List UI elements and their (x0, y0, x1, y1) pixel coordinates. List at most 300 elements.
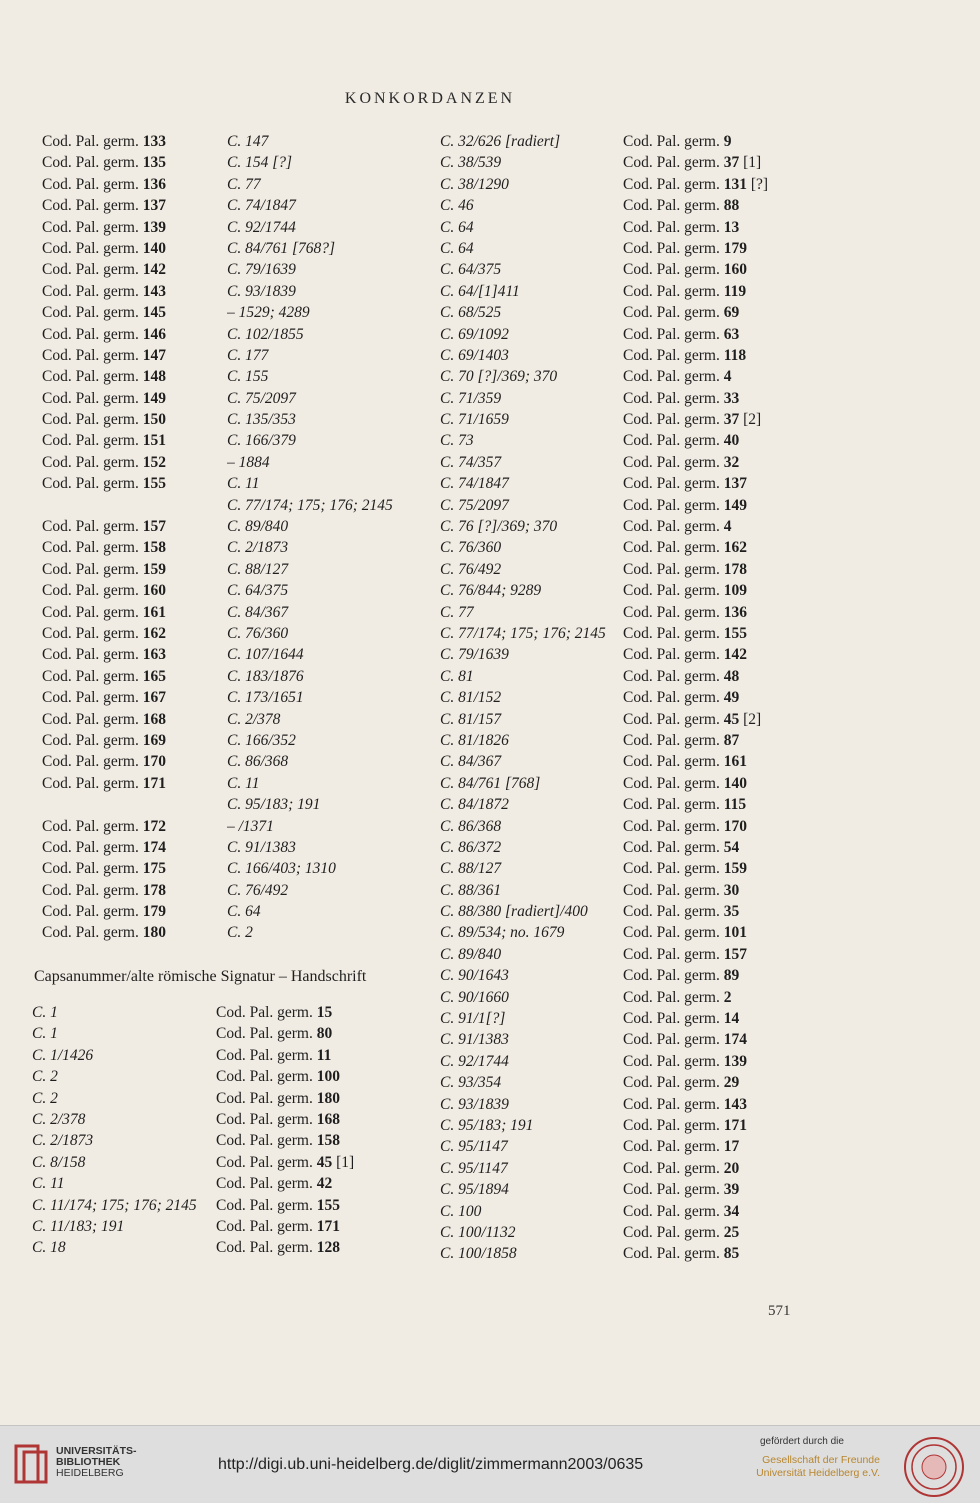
viewer-footer (0, 1425, 980, 1503)
right-cell-a: C. 76 [?]/369; 370 (440, 518, 558, 536)
right-cell-a: C. 95/1147 (440, 1159, 508, 1177)
right-cell-a: C. 69/1403 (440, 346, 509, 364)
left-top-row (42, 366, 427, 387)
right-cell-b: Cod. Pal. germ. 118 (623, 346, 747, 364)
right-row (440, 965, 793, 986)
left-top-row (42, 174, 427, 195)
left-bottom-cell-b: Cod. Pal. germ. 171 (216, 1217, 340, 1235)
right-cell-a: C. 46 (440, 197, 474, 215)
right-cell-a: C. 81/157 (440, 710, 502, 728)
right-cell-a: C. 84/1872 (440, 796, 509, 814)
left-top-row (42, 452, 427, 473)
right-cell-b: Cod. Pal. germ. 143 (623, 1095, 747, 1113)
left-top-cell-a: Cod. Pal. germ. 149 (42, 389, 166, 407)
left-top-cell-b: – 1884 (227, 453, 270, 471)
left-bottom-cell-a: C. 2/1873 (32, 1132, 94, 1150)
left-bottom-cell-a: C. 1 (32, 1004, 58, 1021)
left-top-cell-b: C. 155 (227, 368, 269, 386)
right-row (440, 858, 793, 879)
left-bottom-row (32, 1173, 416, 1194)
left-bottom-row (32, 1216, 416, 1237)
left-top-row (42, 602, 427, 623)
concordance-left-top (42, 131, 427, 944)
left-top-cell-a: Cod. Pal. germ. 146 (42, 325, 166, 343)
left-top-cell-a: Cod. Pal. germ. 143 (42, 282, 166, 300)
right-cell-a: C. 84/761 [768] (440, 774, 541, 792)
left-bottom-cell-b: Cod. Pal. germ. 80 (216, 1025, 333, 1043)
right-cell-b: Cod. Pal. germ. 139 (623, 1052, 747, 1070)
right-cell-b: Cod. Pal. germ. 137 (623, 475, 747, 493)
right-row (440, 751, 793, 772)
left-top-row (42, 537, 427, 558)
right-cell-a: C. 70 [?]/369; 370 (440, 368, 558, 386)
right-cell-b: Cod. Pal. germ. 14 (623, 1010, 740, 1028)
left-bottom-cell-b: Cod. Pal. germ. 100 (216, 1068, 340, 1086)
left-top-row (42, 324, 427, 345)
right-cell-a: C. 69/1092 (440, 325, 509, 343)
left-top-cell-a: Cod. Pal. germ. 165 (42, 667, 166, 685)
right-cell-a: C. 86/372 (440, 838, 502, 856)
left-top-cell-b: C. 88/127 (227, 560, 289, 578)
left-top-cell-a: Cod. Pal. germ. 174 (42, 838, 166, 856)
right-row (440, 944, 793, 965)
left-bottom-cell-a: C. 1 (32, 1025, 58, 1043)
left-top-cell-a: Cod. Pal. germ. 162 (42, 624, 166, 642)
left-top-row (42, 217, 427, 238)
right-row (440, 623, 793, 644)
right-cell-b: Cod. Pal. germ. 35 (623, 903, 740, 921)
right-row (440, 644, 793, 665)
right-row (440, 430, 793, 451)
right-row (440, 174, 793, 195)
right-cell-b: Cod. Pal. germ. 119 (623, 282, 747, 300)
left-top-row (42, 623, 427, 644)
library-name (56, 1446, 137, 1479)
right-cell-b: Cod. Pal. germ. 40 (623, 432, 740, 450)
right-cell-a: C. 88/380 [radiert]/400 (440, 903, 588, 921)
left-top-row (42, 473, 427, 494)
right-cell-b: Cod. Pal. germ. 17 (623, 1138, 740, 1156)
left-bottom-cell-b: Cod. Pal. germ. 155 (216, 1196, 340, 1214)
right-cell-a: C. 84/367 (440, 753, 502, 771)
left-top-cell-b: C. 86/368 (227, 753, 289, 771)
right-cell-b: Cod. Pal. germ. 149 (623, 496, 747, 514)
left-top-cell-a: Cod. Pal. germ. 160 (42, 582, 166, 600)
right-cell-a: C. 91/1[?] (440, 1010, 506, 1028)
left-top-cell-a: Cod. Pal. germ. 148 (42, 368, 166, 386)
right-row (440, 794, 793, 815)
left-top-cell-a: Cod. Pal. germ. 159 (42, 560, 166, 578)
left-top-cell-a: Cod. Pal. germ. 157 (42, 518, 166, 536)
right-row (440, 281, 793, 302)
left-top-cell-b: C. 166/403; 1310 (227, 860, 336, 878)
right-row (440, 473, 793, 494)
university-library-logo-icon (14, 1442, 48, 1486)
left-bottom-row (32, 1045, 416, 1066)
right-cell-b: Cod. Pal. germ. 88 (623, 197, 740, 215)
right-cell-b: Cod. Pal. germ. 33 (623, 389, 740, 407)
right-cell-a: C. 71/1659 (440, 411, 509, 429)
left-bottom-cell-b: Cod. Pal. germ. 45 [1] (216, 1153, 355, 1171)
right-cell-b: Cod. Pal. germ. 9 (623, 133, 732, 150)
right-cell-b: Cod. Pal. germ. 159 (623, 860, 747, 878)
right-cell-a: C. 64/[1]411 (440, 282, 520, 300)
library-name-line1: UNIVERSITÄTS- (56, 1445, 137, 1457)
left-top-cell-b: C. 183/1876 (227, 667, 304, 685)
right-cell-b: Cod. Pal. germ. 142 (623, 646, 747, 664)
right-cell-a: C. 92/1744 (440, 1052, 509, 1070)
right-row (440, 1115, 793, 1136)
right-cell-b: Cod. Pal. germ. 37 [1] (623, 154, 762, 172)
right-cell-a: C. 68/525 (440, 304, 502, 322)
section-title: Capsanummer/alte römische Signatur – Handschrift (34, 968, 367, 985)
right-row (440, 580, 793, 601)
left-top-cell-b: – 1529; 4289 (227, 304, 310, 322)
concordance-right (440, 131, 793, 1265)
right-row (440, 1222, 793, 1243)
right-row (440, 452, 793, 473)
left-top-cell-b: C. 166/352 (227, 731, 296, 749)
left-top-row (42, 302, 427, 323)
left-top-cell-b: C. 89/840 (227, 518, 289, 536)
right-cell-b: Cod. Pal. germ. 170 (623, 817, 747, 835)
left-top-row (42, 388, 427, 409)
right-row (440, 495, 793, 516)
right-cell-b: Cod. Pal. germ. 34 (623, 1202, 740, 1220)
right-cell-b: Cod. Pal. germ. 87 (623, 731, 740, 749)
left-bottom-cell-b: Cod. Pal. germ. 168 (216, 1110, 340, 1128)
library-name-line2: BIBLIOTHEK (56, 1456, 121, 1468)
right-row (440, 816, 793, 837)
right-row (440, 1051, 793, 1072)
right-cell-b: Cod. Pal. germ. 162 (623, 539, 747, 557)
right-cell-a: C. 79/1639 (440, 646, 509, 664)
right-row (440, 773, 793, 794)
right-cell-a: C. 100/1858 (440, 1245, 517, 1263)
left-top-row (42, 709, 427, 730)
left-bottom-row (32, 1195, 416, 1216)
left-top-row (42, 816, 427, 837)
concordance-left-bottom (32, 1002, 416, 1259)
right-cell-a: C. 64 (440, 218, 474, 236)
left-bottom-row (32, 1152, 416, 1173)
right-cell-b: Cod. Pal. germ. 115 (623, 796, 747, 814)
right-cell-b: Cod. Pal. germ. 48 (623, 667, 740, 685)
left-top-cell-b: C. 102/1855 (227, 325, 304, 343)
right-cell-a: C. 73 (440, 432, 474, 450)
right-row (440, 1072, 793, 1093)
left-top-row (42, 559, 427, 580)
right-row (440, 709, 793, 730)
right-cell-a: C. 95/1147 (440, 1138, 508, 1156)
left-top-cell-a: Cod. Pal. germ. 163 (42, 646, 166, 664)
left-top-cell-b: C. 166/379 (227, 432, 296, 450)
right-cell-a: C. 81/1826 (440, 731, 509, 749)
right-row (440, 537, 793, 558)
left-top-cell-a: Cod. Pal. germ. 158 (42, 539, 166, 557)
left-top-cell-a: Cod. Pal. germ. 161 (42, 603, 166, 621)
right-cell-b: Cod. Pal. germ. 136 (623, 603, 747, 621)
right-row (440, 1243, 793, 1264)
right-cell-b: Cod. Pal. germ. 4 (623, 368, 732, 386)
right-cell-a: C. 74/357 (440, 453, 502, 471)
page-header: KONKORDANZEN (344, 90, 516, 107)
right-cell-a: C. 100 (440, 1202, 482, 1220)
left-top-row (42, 687, 427, 708)
right-cell-a: C. 89/840 (440, 945, 502, 963)
right-cell-a: C. 64 (440, 239, 474, 257)
right-row (440, 152, 793, 173)
left-top-cell-b: C. 147 (227, 133, 269, 150)
left-top-cell-a: Cod. Pal. germ. 145 (42, 304, 166, 322)
right-cell-a: C. 95/1894 (440, 1181, 509, 1199)
left-top-cell-a (42, 495, 227, 516)
right-cell-a: C. 100/1132 (440, 1223, 516, 1241)
right-row (440, 602, 793, 623)
left-top-cell-b: C. 84/761 [768?] (227, 239, 336, 257)
left-bottom-row (32, 1088, 416, 1109)
right-cell-b: Cod. Pal. germ. 13 (623, 218, 740, 236)
right-cell-b: Cod. Pal. germ. 29 (623, 1074, 740, 1092)
left-top-row (42, 131, 427, 152)
left-top-row (42, 773, 427, 794)
left-bottom-row (32, 1237, 416, 1258)
right-row (440, 1094, 793, 1115)
right-cell-b: Cod. Pal. germ. 179 (623, 239, 747, 257)
left-bottom-cell-b: Cod. Pal. germ. 158 (216, 1132, 340, 1150)
left-top-cell-a: Cod. Pal. germ. 175 (42, 860, 166, 878)
right-cell-b: Cod. Pal. germ. 49 (623, 689, 740, 707)
left-top-cell-a: Cod. Pal. germ. 169 (42, 731, 166, 749)
right-cell-b: Cod. Pal. germ. 140 (623, 774, 747, 792)
left-top-row (42, 880, 427, 901)
left-top-row (42, 259, 427, 280)
left-top-cell-b: C. 154 [?] (227, 154, 293, 172)
right-row (440, 345, 793, 366)
left-top-row (42, 730, 427, 751)
sponsor-name-line1: Gesellschaft der Freunde (762, 1454, 880, 1466)
right-cell-a: C. 95/183; 191 (440, 1116, 534, 1134)
right-cell-b: Cod. Pal. germ. 25 (623, 1223, 740, 1241)
left-top-cell-a: Cod. Pal. germ. 150 (42, 411, 166, 429)
left-top-cell-b: C. 2 (227, 924, 253, 942)
left-top-cell-b: C. 74/1847 (227, 197, 296, 215)
library-name-line3: HEIDELBERG (56, 1467, 124, 1479)
left-bottom-cell-a: C. 11 (32, 1175, 65, 1193)
left-top-cell-a: Cod. Pal. germ. 136 (42, 175, 166, 193)
right-row (440, 730, 793, 751)
right-cell-a: C. 76/360 (440, 539, 502, 557)
left-top-row (42, 837, 427, 858)
right-cell-a: C. 88/127 (440, 860, 502, 878)
right-cell-b: Cod. Pal. germ. 54 (623, 838, 740, 856)
right-row (440, 901, 793, 922)
right-row (440, 1136, 793, 1157)
right-row (440, 922, 793, 943)
right-row (440, 302, 793, 323)
right-cell-b: Cod. Pal. germ. 109 (623, 582, 747, 600)
left-top-cell-b: – /1371 (227, 817, 274, 835)
left-top-row (42, 345, 427, 366)
left-top-cell-b: C. 11 (227, 475, 260, 493)
left-top-cell-a: Cod. Pal. germ. 180 (42, 924, 166, 942)
right-row (440, 238, 793, 259)
left-top-cell-b: C. 2/378 (227, 710, 281, 728)
right-cell-a: C. 71/359 (440, 389, 502, 407)
left-top-cell-b: C. 64/375 (227, 582, 289, 600)
left-top-cell-b: C. 76/492 (227, 881, 289, 899)
left-bottom-cell-b: Cod. Pal. germ. 180 (216, 1089, 340, 1107)
left-top-cell-a: Cod. Pal. germ. 171 (42, 774, 166, 792)
right-row (440, 217, 793, 238)
left-top-cell-a: Cod. Pal. germ. 167 (42, 689, 166, 707)
right-cell-a: C. 89/534; no. 1679 (440, 924, 565, 942)
left-top-cell-b: C. 75/2097 (227, 389, 296, 407)
right-cell-b: Cod. Pal. germ. 32 (623, 453, 740, 471)
right-cell-a: C. 76/844; 9289 (440, 582, 542, 600)
right-cell-a: C. 77/174; 175; 176; 2145 (440, 624, 606, 642)
right-cell-a: C. 91/1383 (440, 1031, 509, 1049)
university-seal-icon (903, 1436, 965, 1498)
sponsor-name (756, 1454, 880, 1480)
left-top-cell-b: C. 173/1651 (227, 689, 304, 707)
permalink-url[interactable]: http://digi.ub.uni-heidelberg.de/diglit/zimmermann2003/0635 (218, 1456, 644, 1473)
right-row (440, 687, 793, 708)
right-cell-b: Cod. Pal. germ. 174 (623, 1031, 747, 1049)
left-top-row (42, 430, 427, 451)
right-cell-b: Cod. Pal. germ. 30 (623, 881, 740, 899)
left-top-row (42, 794, 427, 815)
right-cell-b: Cod. Pal. germ. 85 (623, 1245, 740, 1263)
right-row (440, 388, 793, 409)
right-cell-a: C. 32/626 [radiert] (440, 133, 561, 150)
right-cell-a: C. 76/492 (440, 560, 502, 578)
right-cell-a: C. 90/1643 (440, 967, 509, 985)
right-cell-b: Cod. Pal. germ. 45 [2] (623, 710, 762, 728)
left-top-row (42, 580, 427, 601)
right-cell-b: Cod. Pal. germ. 131 [?] (623, 175, 769, 193)
left-top-cell-a: Cod. Pal. germ. 152 (42, 453, 166, 471)
right-cell-b: Cod. Pal. germ. 39 (623, 1181, 740, 1199)
right-row (440, 195, 793, 216)
right-cell-b: Cod. Pal. germ. 160 (623, 261, 747, 279)
left-top-cell-a: Cod. Pal. germ. 135 (42, 154, 166, 172)
left-top-cell-a: Cod. Pal. germ. 142 (42, 261, 166, 279)
right-cell-b: Cod. Pal. germ. 161 (623, 753, 747, 771)
left-bottom-cell-b: Cod. Pal. germ. 11 (216, 1046, 332, 1064)
left-top-row (42, 238, 427, 259)
left-bottom-cell-b: Cod. Pal. germ. 15 (216, 1004, 333, 1021)
left-top-cell-a: Cod. Pal. germ. 172 (42, 817, 166, 835)
left-top-row (42, 901, 427, 922)
right-row (440, 987, 793, 1008)
left-top-cell-a: Cod. Pal. germ. 151 (42, 432, 166, 450)
left-top-cell-a: Cod. Pal. germ. 168 (42, 710, 166, 728)
left-top-cell-b: C. 91/1383 (227, 838, 296, 856)
right-cell-a: C. 93/1839 (440, 1095, 509, 1113)
left-top-cell-a: Cod. Pal. germ. 139 (42, 218, 166, 236)
left-top-cell-b: C. 76/360 (227, 624, 289, 642)
left-top-cell-b: C. 95/183; 191 (227, 796, 321, 814)
right-cell-b: Cod. Pal. germ. 89 (623, 967, 740, 985)
right-row (440, 559, 793, 580)
right-row (440, 837, 793, 858)
right-row (440, 259, 793, 280)
left-top-cell-b: C. 64 (227, 903, 261, 921)
left-top-row (42, 516, 427, 537)
left-bottom-cell-a: C. 2/378 (32, 1110, 86, 1128)
right-cell-a: C. 81/152 (440, 689, 502, 707)
left-top-cell-a: Cod. Pal. germ. 170 (42, 753, 166, 771)
right-cell-a: C. 77 (440, 603, 474, 621)
left-bottom-cell-a: C. 1/1426 (32, 1046, 94, 1064)
left-bottom-cell-a: C. 11/174; 175; 176; 2145 (32, 1196, 197, 1214)
right-cell-a: C. 86/368 (440, 817, 502, 835)
page-number: 571 (768, 1303, 791, 1319)
left-top-cell-b: C. 84/367 (227, 603, 289, 621)
left-top-cell-a: Cod. Pal. germ. 140 (42, 239, 166, 257)
right-cell-a: C. 81 (440, 667, 474, 685)
left-bottom-cell-a: C. 2 (32, 1089, 58, 1107)
right-cell-a: C. 93/354 (440, 1074, 502, 1092)
left-top-row (42, 858, 427, 879)
left-top-row (42, 152, 427, 173)
right-cell-b: Cod. Pal. germ. 2 (623, 988, 732, 1006)
right-row (440, 880, 793, 901)
right-row (440, 516, 793, 537)
right-cell-a: C. 38/1290 (440, 175, 509, 193)
right-row (440, 131, 793, 152)
left-bottom-row (32, 1023, 416, 1044)
right-cell-a: C. 88/361 (440, 881, 502, 899)
sponsor-note: gefördert durch die (760, 1436, 844, 1447)
left-top-cell-b: C. 2/1873 (227, 539, 289, 557)
left-top-row (42, 922, 427, 943)
right-row (440, 1201, 793, 1222)
left-top-cell-b: C. 77/174; 175; 176; 2145 (227, 496, 393, 514)
left-top-cell-a: Cod. Pal. germ. 147 (42, 346, 166, 364)
right-cell-b: Cod. Pal. germ. 63 (623, 325, 740, 343)
right-cell-a: C. 38/539 (440, 154, 502, 172)
right-cell-b: Cod. Pal. germ. 178 (623, 560, 747, 578)
left-top-cell-a: Cod. Pal. germ. 155 (42, 475, 166, 493)
right-row (440, 1029, 793, 1050)
right-cell-a: C. 74/1847 (440, 475, 509, 493)
sponsor-name-line2: Universität Heidelberg e.V. (756, 1467, 880, 1479)
left-top-row (42, 409, 427, 430)
right-cell-b: Cod. Pal. germ. 69 (623, 304, 740, 322)
right-cell-a: C. 64/375 (440, 261, 502, 279)
right-cell-a: C. 90/1660 (440, 988, 509, 1006)
left-top-row (42, 666, 427, 687)
left-top-cell-b: C. 79/1639 (227, 261, 296, 279)
left-top-cell-b: C. 177 (227, 346, 269, 364)
left-top-row (42, 644, 427, 665)
left-bottom-cell-a: C. 8/158 (32, 1153, 86, 1171)
left-top-cell-b: C. 92/1744 (227, 218, 296, 236)
left-top-cell-a: Cod. Pal. germ. 178 (42, 881, 166, 899)
left-top-cell-a: Cod. Pal. germ. 137 (42, 197, 166, 215)
left-top-cell-a (42, 794, 227, 815)
left-top-cell-a: Cod. Pal. germ. 179 (42, 903, 166, 921)
right-row (440, 666, 793, 687)
left-top-cell-a: Cod. Pal. germ. 133 (42, 133, 166, 150)
right-cell-b: Cod. Pal. germ. 37 [2] (623, 411, 762, 429)
right-cell-b: Cod. Pal. germ. 20 (623, 1159, 740, 1177)
right-cell-b: Cod. Pal. germ. 157 (623, 945, 747, 963)
left-bottom-cell-b: Cod. Pal. germ. 128 (216, 1239, 340, 1257)
left-bottom-cell-a: C. 18 (32, 1239, 66, 1257)
